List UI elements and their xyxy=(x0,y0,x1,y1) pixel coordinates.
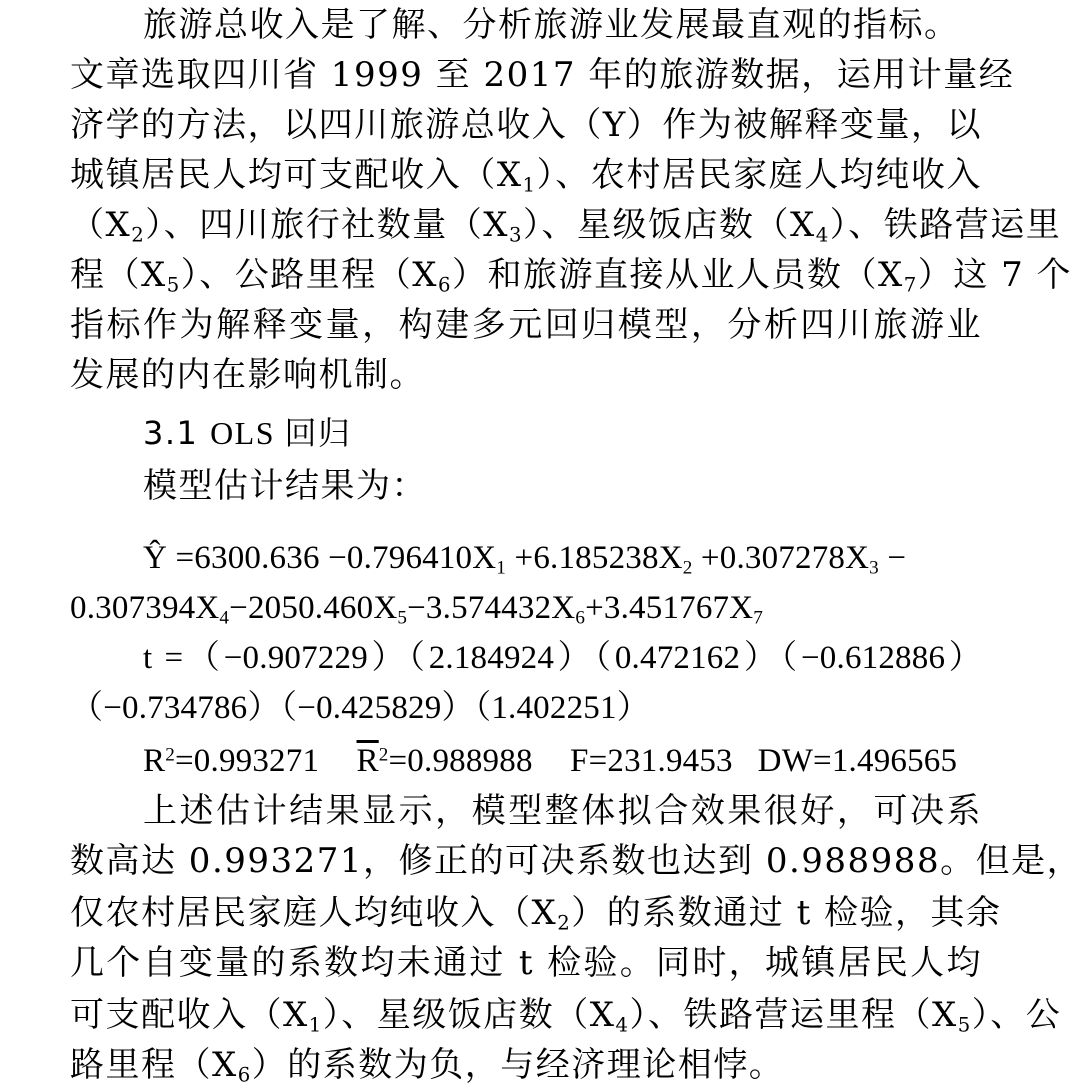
paragraph-line: 发展的内在影响机制。 xyxy=(70,355,425,395)
paragraph-line: 程$(X_5)$、公路里程$(X_6)$和旅游直接从业人员数$(X_7)$这 7 个 xyxy=(70,255,1073,297)
paragraph-line: 济学的方法，以四川旅游总收入（Y）作为被解释变量，以 xyxy=(70,105,982,145)
section-number: 3.1 xyxy=(143,414,199,452)
section-heading xyxy=(143,408,982,458)
paragraph-line: 旅游总收入是了解、分析旅游业发展最直观的指标。 xyxy=(143,5,960,45)
paragraph-line: 路里程$(X_6)$的系数为负，与经济理论相悖。 xyxy=(70,1045,785,1087)
paragraph-line: 城镇居民人均可支配收入$(X_1)$、农村居民家庭人均纯收入 xyxy=(70,155,982,197)
paragraph-line: 可支配收入$(X_1)$、星级饭店数$(X_4)$、铁路营运里程$(X_5)$、公 xyxy=(70,995,1062,1037)
model-statistics: $R^2=0.993271$ $\overline{R}^2=0.988988$ F=231.9453 DW=1.496565 xyxy=(143,743,958,779)
equation-line: Ŷ $=6300.636 -0.796410X_1 +6.185238X_2 +0.307278X_3$ − xyxy=(143,540,907,579)
t-statistics-line: （−0.734786）（−0.425829）（1.402251） xyxy=(70,690,650,726)
paragraph-line: $(X_2)$、四川旅行社数量$(X_3)$、星级饭店数$(X_4)$、铁路营运里 xyxy=(70,205,1062,247)
paragraph-line: 几个自变量的系数均未通过 t 检验。同时，城镇居民人均 xyxy=(70,943,982,983)
equation-line: $0.307394X_4-2050.460X_5-3.574432X_6+3.451767X_7$ xyxy=(70,590,764,629)
paragraph-line: 上述估计结果显示，模型整体拟合效果很好，可决系 xyxy=(143,791,982,831)
section-title: OLS 回归 xyxy=(210,415,352,451)
t-statistics-line: t =（−0.907229）（2.184924）（0.472162）（−0.612886） xyxy=(143,640,982,676)
paragraph-line: 数高达 0.993271，修正的可决系数也达到 0.988988。但是， xyxy=(70,841,1082,881)
paragraph-line: 指标作为解释变量，构建多元回归模型，分析四川旅游业 xyxy=(70,305,982,345)
model-intro: 模型估计结果为： xyxy=(143,466,427,506)
paragraph-line: 文章选取四川省 1999 至 2017 年的旅游数据，运用计量经 xyxy=(70,55,1015,95)
paragraph-line: 仅农村居民家庭人均纯收入$(X_2)$的系数通过 t 检验，其余 xyxy=(70,893,1002,935)
